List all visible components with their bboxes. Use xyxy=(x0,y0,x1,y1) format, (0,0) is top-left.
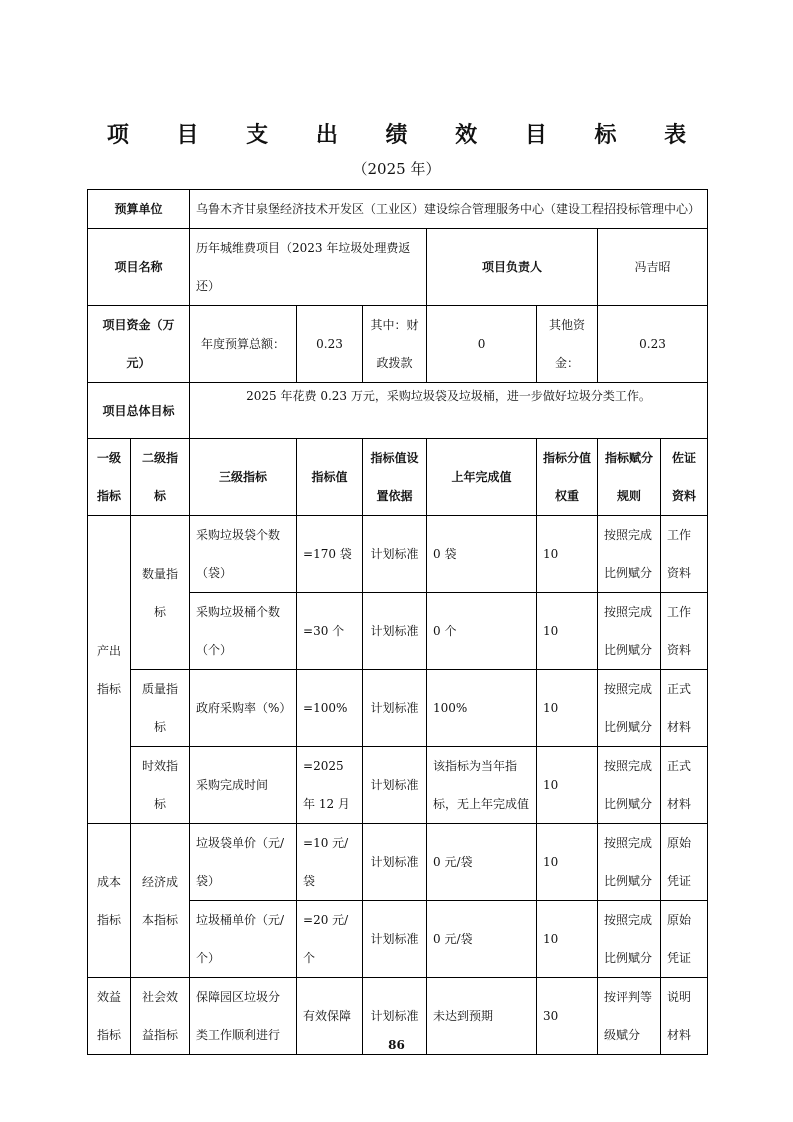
scoring-rule: 按照完成比例赋分 xyxy=(598,824,661,901)
level1-indicator: 成本指标 xyxy=(88,824,131,978)
page-title: 项 目 支 出 绩 效 目 标 表 xyxy=(106,123,707,148)
fiscal-funds-value: 0 xyxy=(427,306,537,383)
annual-budget-value: 0.23 xyxy=(297,306,363,383)
evidence: 原始凭证 xyxy=(661,901,708,978)
budget-unit-value: 乌鲁木齐甘泉堡经济技术开发区（工业区）建设综合管理服务中心（建设工程招投标管理中心） xyxy=(190,190,708,229)
previous-value: 0 袋 xyxy=(427,516,537,593)
scoring-rule: 按照完成比例赋分 xyxy=(598,516,661,593)
indicator-weight: 10 xyxy=(537,901,598,978)
level3-indicator: 采购完成时间 xyxy=(190,747,297,824)
indicator-row xyxy=(88,747,708,824)
level2-indicator: 时效指标 xyxy=(131,747,190,824)
header-cell: 指标值设置依据 xyxy=(363,439,427,516)
header-cell: 三级指标 xyxy=(190,439,297,516)
level2-indicator: 经济成本指标 xyxy=(131,824,190,978)
header-row xyxy=(88,439,708,516)
indicator-weight: 10 xyxy=(537,593,598,670)
indicator-row xyxy=(88,824,708,901)
indicator-basis: 计划标准 xyxy=(363,670,427,747)
indicator-value: =100% xyxy=(297,670,363,747)
header-cell: 佐证资料 xyxy=(661,439,708,516)
level1-indicator: 效益指标 xyxy=(88,978,131,1055)
header-cell: 一级指标 xyxy=(88,439,131,516)
level3-indicator: 采购垃圾袋个数（袋） xyxy=(190,516,297,593)
level2-indicator: 数量指标 xyxy=(131,516,190,670)
indicator-row xyxy=(88,516,708,593)
level2-indicator: 质量指标 xyxy=(131,670,190,747)
budget-unit-label: 预算单位 xyxy=(88,190,190,229)
evidence: 原始凭证 xyxy=(661,824,708,901)
scoring-rule: 按照完成比例赋分 xyxy=(598,901,661,978)
project-owner-label: 项目负责人 xyxy=(427,229,598,306)
evidence: 说明材料 xyxy=(661,978,708,1055)
year-subtitle: （2025 年） xyxy=(352,160,441,178)
project-owner-value: 冯吉昭 xyxy=(598,229,708,306)
fiscal-funds-label: 其中：财政拨款 xyxy=(363,306,427,383)
previous-value: 该指标为当年指标，无上年完成值 xyxy=(427,747,537,824)
indicator-weight: 10 xyxy=(537,670,598,747)
level1-indicator: 产出指标 xyxy=(88,516,131,824)
other-funds-value: 0.23 xyxy=(598,306,708,383)
header-cell: 指标分值权重 xyxy=(537,439,598,516)
performance-table xyxy=(87,189,707,1042)
overall-goal-text: 2025 年花费 0.23 万元，采购垃圾袋及垃圾桶，进一步做好垃圾分类工作。 xyxy=(190,383,708,439)
level2-indicator: 社会效益指标 xyxy=(131,978,190,1055)
indicator-weight: 10 xyxy=(537,747,598,824)
indicator-basis: 计划标准 xyxy=(363,593,427,670)
indicator-value: =170 袋 xyxy=(297,516,363,593)
level3-indicator: 采购垃圾桶个数（个） xyxy=(190,593,297,670)
previous-value: 0 元/袋 xyxy=(427,901,537,978)
evidence: 工作资料 xyxy=(661,516,708,593)
annual-budget-label: 年度预算总额： xyxy=(190,306,297,383)
level3-indicator: 保障园区垃圾分类工作顺利进行 xyxy=(190,978,297,1055)
indicator-row xyxy=(88,670,708,747)
project-name-label: 项目名称 xyxy=(88,229,190,306)
header-cell: 二级指标 xyxy=(131,439,190,516)
other-funds-label: 其他资金： xyxy=(537,306,598,383)
level3-indicator: 垃圾桶单价（元/个） xyxy=(190,901,297,978)
indicator-basis: 计划标准 xyxy=(363,824,427,901)
indicator-weight: 10 xyxy=(537,516,598,593)
indicator-basis: 计划标准 xyxy=(363,978,427,1055)
project-name-value: 历年城维费项目（2023 年垃圾处理费返还） xyxy=(190,229,427,306)
evidence: 正式材料 xyxy=(661,670,708,747)
evidence: 工作资料 xyxy=(661,593,708,670)
previous-value: 0 元/袋 xyxy=(427,824,537,901)
indicator-value: =2025 年 12 月 xyxy=(297,747,363,824)
header-cell: 上年完成值 xyxy=(427,439,537,516)
previous-value: 未达到预期 xyxy=(427,978,537,1055)
previous-value: 100% xyxy=(427,670,537,747)
header-cell: 指标值 xyxy=(297,439,363,516)
indicator-value: =30 个 xyxy=(297,593,363,670)
indicator-value: 有效保障 xyxy=(297,978,363,1055)
scoring-rule: 按照完成比例赋分 xyxy=(598,670,661,747)
indicator-weight: 10 xyxy=(537,824,598,901)
indicator-basis: 计划标准 xyxy=(363,516,427,593)
indicator-basis: 计划标准 xyxy=(363,901,427,978)
header-cell: 指标赋分规则 xyxy=(598,439,661,516)
indicator-basis: 计划标准 xyxy=(363,747,427,824)
evidence: 正式材料 xyxy=(661,747,708,824)
indicator-weight: 30 xyxy=(537,978,598,1055)
scoring-rule: 按照完成比例赋分 xyxy=(598,593,661,670)
indicator-value: =10 元/袋 xyxy=(297,824,363,901)
scoring-rule: 按评判等级赋分 xyxy=(598,978,661,1055)
funds-label: 项目资金（万元） xyxy=(88,306,190,383)
level3-indicator: 垃圾袋单价（元/袋） xyxy=(190,824,297,901)
scoring-rule: 按照完成比例赋分 xyxy=(598,747,661,824)
indicator-value: =20 元/个 xyxy=(297,901,363,978)
level3-indicator: 政府采购率（%） xyxy=(190,670,297,747)
overall-goal-label: 项目总体目标 xyxy=(88,383,190,439)
page-number: 86 xyxy=(388,1038,405,1052)
previous-value: 0 个 xyxy=(427,593,537,670)
